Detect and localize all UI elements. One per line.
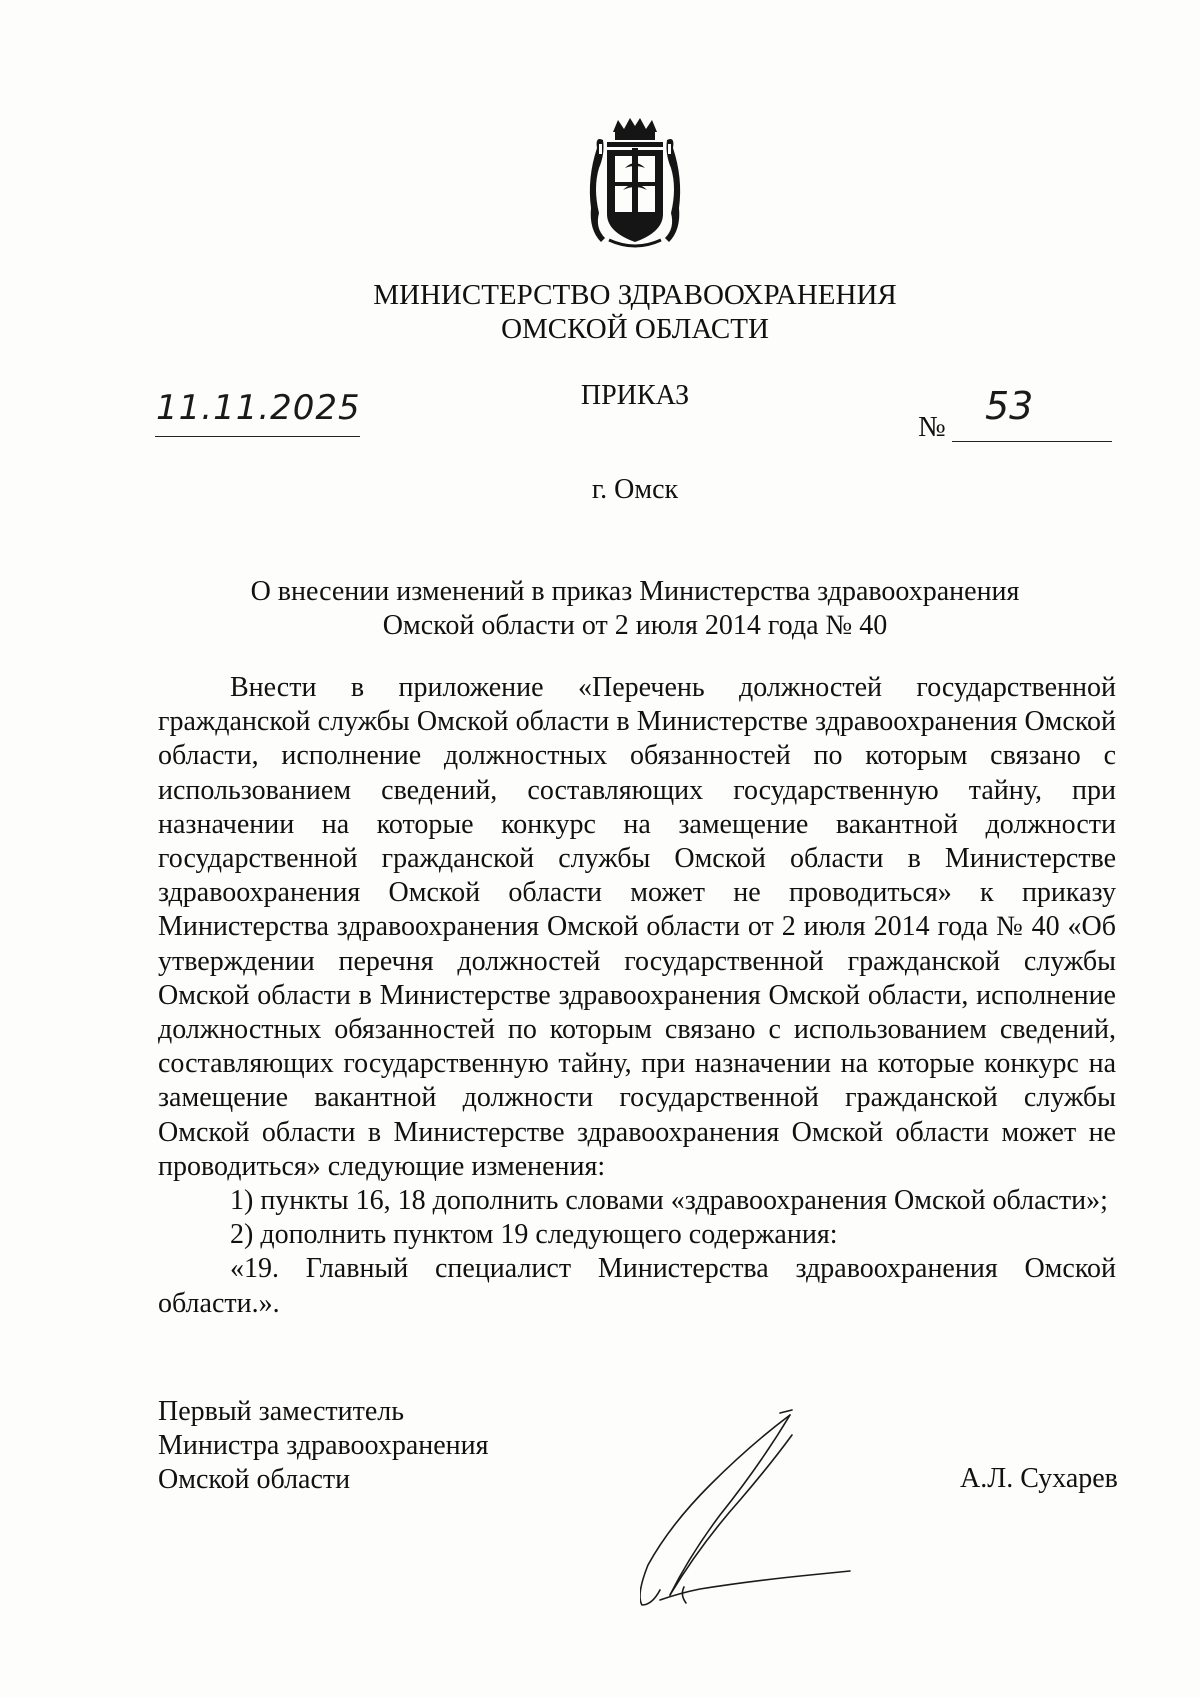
subject-line2: Омской области от 2 июля 2014 года № 40 xyxy=(382,610,888,641)
signer-name: А.Л. Сухарев xyxy=(960,1463,1118,1494)
ministry-name-line2: ОМСКОЙ ОБЛАСТИ xyxy=(501,313,769,345)
document-body xyxy=(158,671,1116,1321)
handwritten-order-number: 53 xyxy=(985,384,1034,428)
body-paragraph: Внести в приложение «Перечень должностей государственной гражданской службы Омской области в Министерстве здравоохранения Омской области, исполнение должностных обязанностей по которым связано с использованием сведений, составляющих государственную тайну, при назначении на которые конкурс на замещение вакантной должности государственной гражданской службы Омской области в Министерстве здравоохранения Омской области может не проводиться» к приказу Министерства здравоохранения Омской области от 2 июля 2014 года № 40 «Об утверждении перечня должностей государственной гражданской службы Омской области в Министерстве здравоохранения Омской области, исполнение должностных обязанностей по которым связано с использованием сведений, составляющих государственную тайну, при назначении на которые конкурс на замещение вакантной должности государственной гражданской службы Омской области в Министерстве здравоохранения Омской области может не проводиться» следующие изменения: xyxy=(158,672,1116,1182)
number-sign: № xyxy=(918,411,946,443)
signer-title-line2: Министра здравоохранения xyxy=(158,1430,489,1461)
document-subject xyxy=(0,575,1200,643)
subject-line1: О внесении изменений в приказ Министерства здравоохранения xyxy=(250,576,1020,607)
signer-title-line3: Омской области xyxy=(158,1464,351,1495)
ministry-name xyxy=(0,278,1200,346)
date-underline xyxy=(155,436,360,437)
signer-title xyxy=(158,1395,489,1497)
city-name: г. Омск xyxy=(591,474,679,505)
amendment-item-1: 1) пункты 16, 18 дополнить словами «здравоохранения Омской области»; xyxy=(230,1185,1108,1217)
handwritten-date: 11.11.2025 xyxy=(156,388,361,428)
ministry-name-line1: МИНИСТЕРСТВО ЗДРАВООХРАНЕНИЯ xyxy=(373,279,897,311)
signer-title-line1: Первый заместитель xyxy=(158,1396,405,1427)
amendment-item-2: 2) дополнить пунктом 19 следующего содержания: xyxy=(230,1219,838,1251)
document-type-title: ПРИКАЗ xyxy=(580,380,690,411)
amendment-item-3: «19. Главный специалист Министерства здравоохранения Омской области.». xyxy=(158,1253,1116,1319)
number-underline xyxy=(952,441,1112,442)
omsk-coat-of-arms-emblem xyxy=(585,118,685,253)
handwritten-signature xyxy=(640,1405,890,1615)
